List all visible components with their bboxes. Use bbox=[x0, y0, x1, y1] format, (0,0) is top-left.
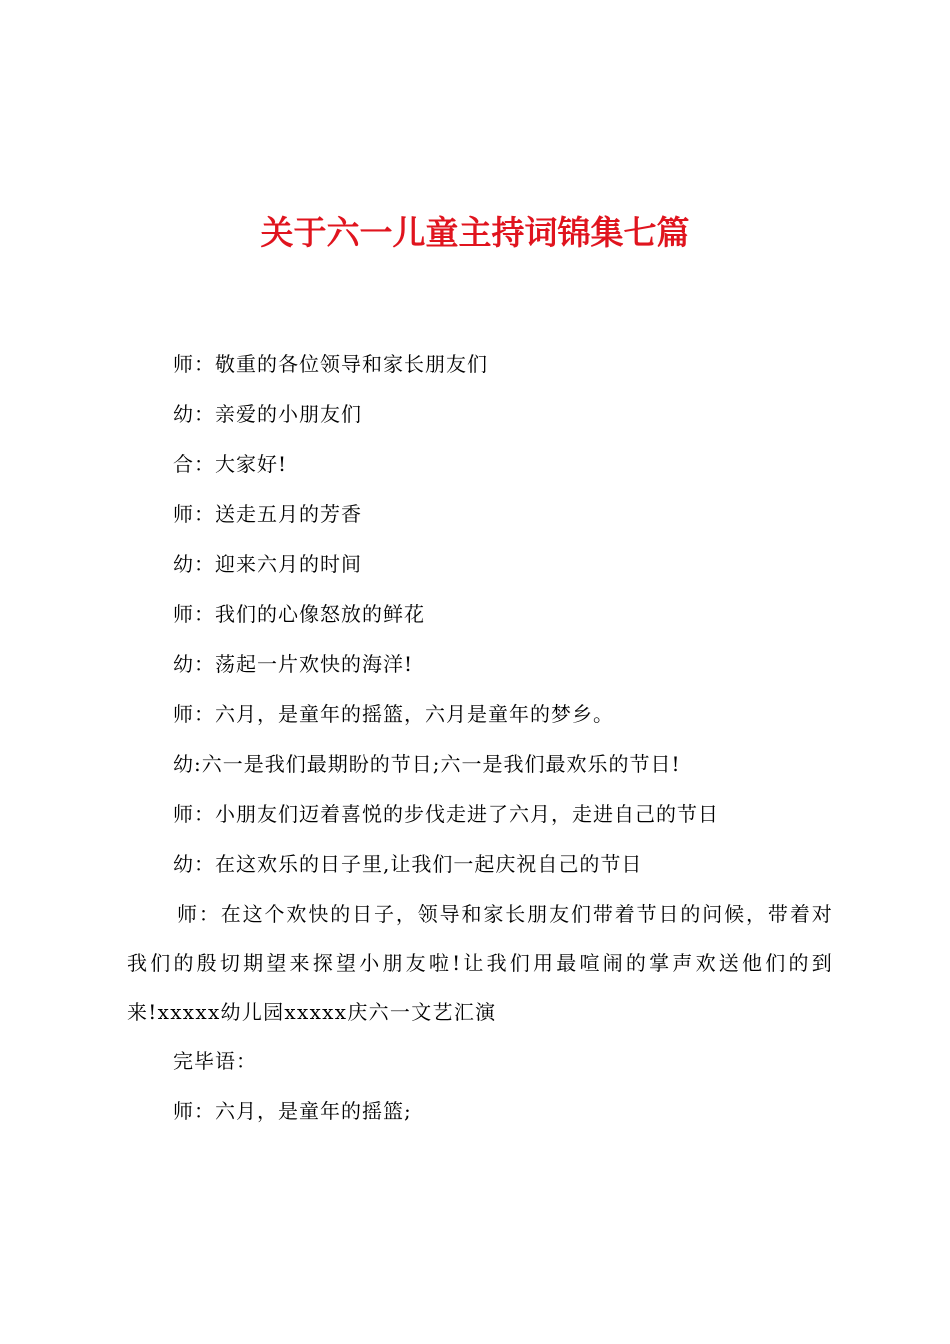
dialogue-line: 幼：迎来六月的时间 bbox=[173, 552, 362, 576]
dialogue-line: 师：敬重的各位领导和家长朋友们 bbox=[173, 352, 488, 376]
dialogue-line: 师：送走五月的芳香 bbox=[173, 502, 362, 526]
dialogue-line: 幼:六一是我们最期盼的节日;六一是我们最欢乐的节日! bbox=[173, 752, 681, 776]
dialogue-line: 师：小朋友们迈着喜悦的步伐走进了六月，走进自己的节日 bbox=[173, 802, 719, 826]
dialogue-paragraph: 师：在这个欢快的日子，领导和家长朋友们带着节日的问候，带着对我们的殷切期望来探望小朋友啦!让我们用最喧闹的掌声欢送他们的到来!xxxxx幼儿园xxxxx庆六一文艺汇演 bbox=[127, 902, 833, 1024]
dialogue-line: 师：我们的心像怒放的鲜花 bbox=[173, 602, 425, 626]
dialogue-line: 师：六月，是童年的摇篮，六月是童年的梦乡。 bbox=[173, 702, 614, 726]
dialogue-line: 幼：在这欢乐的日子里,让我们一起庆祝自己的节日 bbox=[173, 852, 643, 876]
document-title: 关于六一儿童主持词锦集七篇 bbox=[260, 213, 690, 252]
dialogue-line: 师：六月，是童年的摇篮; bbox=[173, 1099, 412, 1123]
dialogue-line: 幼：荡起一片欢快的海洋! bbox=[173, 652, 414, 676]
dialogue-line: 合：大家好! bbox=[173, 452, 288, 476]
dialogue-line: 幼：亲爱的小朋友们 bbox=[173, 402, 362, 426]
document-body bbox=[127, 344, 833, 1141]
closing-heading: 完毕语： bbox=[173, 1049, 257, 1073]
